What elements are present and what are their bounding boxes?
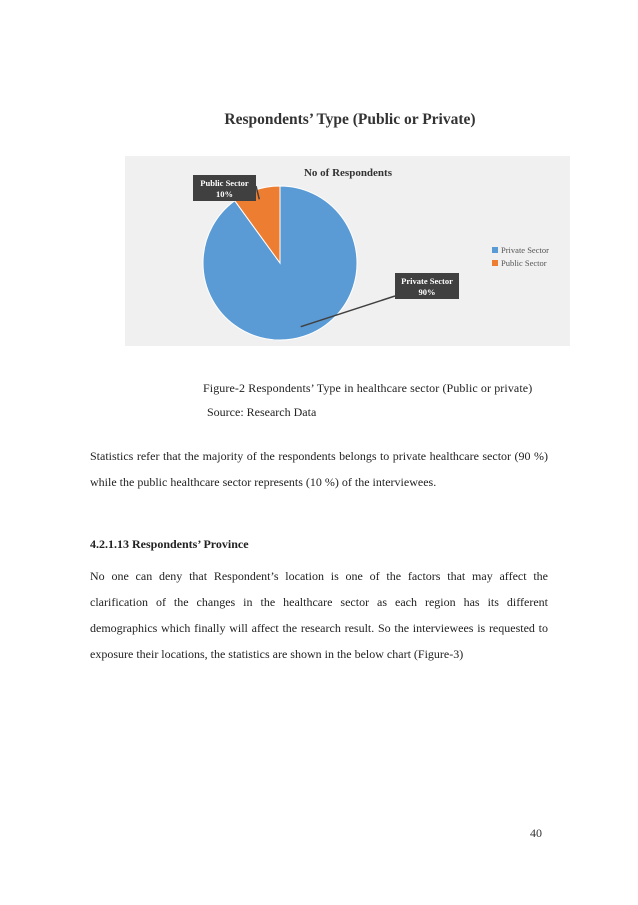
figure-title: Respondents’ Type (Public or Private) <box>224 111 476 128</box>
legend-swatch <box>492 260 498 266</box>
paragraph-province: No one can deny that Respondent’s location is one of the factors that may affect the clarification of the changes in the healthcare sector as each region has its different demographics which finally will affect the research result. So the interviewees is requested to exposure their locations, the statistics are shown in the below chart (Figure-3) <box>90 569 548 661</box>
figure-source: Source: Research Data <box>207 405 317 419</box>
pie-chart-container <box>125 156 570 346</box>
legend-label: Private Sector <box>501 245 549 255</box>
chart-title: No of Respondents <box>303 167 393 179</box>
callout-percent: 90% <box>418 287 436 297</box>
pie-chart <box>125 156 570 346</box>
section-heading: 4.2.1.13 Respondents’ Province <box>90 537 249 551</box>
figure-caption: Figure-2 Respondents’ Type in healthcare sector (Public or private) <box>203 381 533 395</box>
legend-label: Public Sector <box>501 258 547 268</box>
callout-public-sector <box>193 175 259 201</box>
callout-name: Public Sector <box>200 178 249 188</box>
legend-swatch <box>492 247 498 253</box>
callout-name: Private Sector <box>401 276 453 286</box>
callout-percent: 10% <box>216 189 233 199</box>
page-number: 40 <box>530 826 542 840</box>
paragraph-statistics: Statistics refer that the majority of the respondents belongs to private healthcare sector (90 %) while the public healthcare sector represents (10 %) of the interviewees. <box>90 449 548 489</box>
